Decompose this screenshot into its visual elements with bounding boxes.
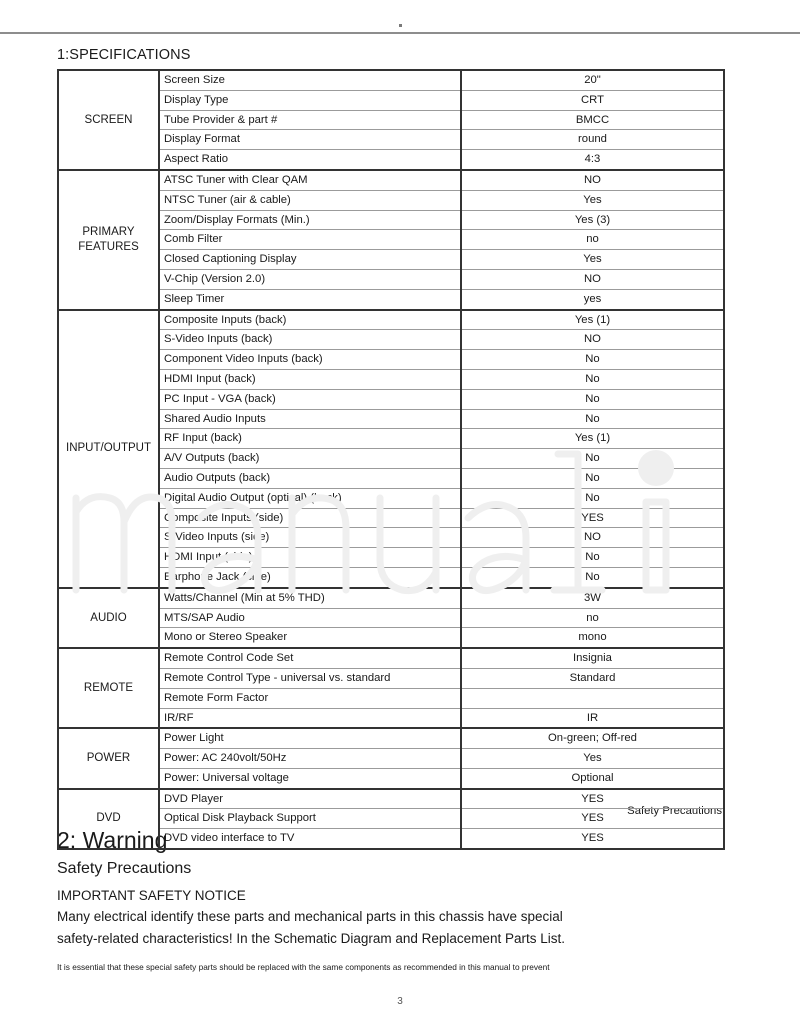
spec-item-value: No (461, 468, 724, 488)
spec-item-label: HDMI Input (side) (159, 548, 461, 568)
specifications-table (57, 69, 725, 850)
spec-item-label: Audio Outputs (back) (159, 468, 461, 488)
spec-item-value: NO (461, 330, 724, 350)
spec-item-label: A/V Outputs (back) (159, 449, 461, 469)
spec-item-value: YES (461, 809, 724, 829)
spec-item-label: Composite Inputs (side) (159, 508, 461, 528)
safety-paragraph-line-1: Many electrical identify these parts and mechanical parts in this chassis have special (57, 909, 563, 924)
spec-item-value (461, 688, 724, 708)
spec-group-label: PRIMARY FEATURES (58, 170, 159, 310)
safety-fine-print: It is essential that these special safety parts should be replaced with the same components as recommended in this manual to prevent (57, 962, 550, 972)
spec-item-value: YES (461, 789, 724, 809)
spec-item-label: Composite Inputs (back) (159, 310, 461, 330)
spec-item-value: round (461, 130, 724, 150)
spec-item-label: MTS/SAP Audio (159, 608, 461, 628)
spec-item-label: RF Input (back) (159, 429, 461, 449)
spec-item-value: Optional (461, 768, 724, 788)
page-number: 3 (397, 996, 403, 1007)
top-page-mark (399, 24, 402, 27)
spec-group-label: SCREEN (58, 70, 159, 170)
spec-item-label: Tube Provider & part # (159, 110, 461, 130)
spec-item-value: YES (461, 508, 724, 528)
spec-item-label: Aspect Ratio (159, 150, 461, 170)
spec-item-label: Power: AC 240volt/50Hz (159, 749, 461, 769)
table-row (58, 588, 724, 608)
spec-item-value: No (461, 567, 724, 587)
spec-item-value: On-green; Off-red (461, 728, 724, 748)
spec-item-value: No (461, 350, 724, 370)
spec-item-label: Remote Form Factor (159, 688, 461, 708)
spec-item-label: V-Chip (Version 2.0) (159, 269, 461, 289)
spec-item-value: no (461, 230, 724, 250)
spec-item-value: mono (461, 628, 724, 648)
spec-item-value: No (461, 389, 724, 409)
spec-item-label: ATSC Tuner with Clear QAM (159, 170, 461, 190)
spec-item-label: Power: Universal voltage (159, 768, 461, 788)
spec-item-value: Yes (461, 250, 724, 270)
spec-item-value: No (461, 409, 724, 429)
spec-item-value: Insignia (461, 648, 724, 668)
spec-group-label: REMOTE (58, 648, 159, 728)
safety-precautions-subtitle: Safety Precautions (57, 860, 192, 877)
spec-item-label: Comb Filter (159, 230, 461, 250)
spec-item-value: 20" (461, 70, 724, 90)
spec-item-label: S-Video Inputs (back) (159, 330, 461, 350)
spec-item-label: Screen Size (159, 70, 461, 90)
spec-item-value: Yes (3) (461, 210, 724, 230)
spec-item-label: Digital Audio Output (optical) (back) (159, 488, 461, 508)
spec-group-label: POWER (58, 728, 159, 788)
spec-item-value: No (461, 369, 724, 389)
safety-paragraph-line-2: safety-related characteristics! In the Schematic Diagram and Replacement Parts List. (57, 931, 565, 946)
spec-item-label: Display Type (159, 90, 461, 110)
spec-item-label: PC Input - VGA (back) (159, 389, 461, 409)
spec-item-label: S-Video Inputs (side) (159, 528, 461, 548)
spec-item-value: No (461, 548, 724, 568)
table-row (58, 170, 724, 190)
spec-item-value: No (461, 449, 724, 469)
spec-item-value: Yes (461, 190, 724, 210)
spec-item-value: NO (461, 528, 724, 548)
spec-item-label: DVD Player (159, 789, 461, 809)
spec-item-value: Standard (461, 668, 724, 688)
spec-item-label: Watts/Channel (Min at 5% THD) (159, 588, 461, 608)
spec-item-value: IR (461, 708, 724, 728)
warning-section-title: 2: Warning (57, 827, 168, 853)
table-row (58, 728, 724, 748)
spec-item-value: 4:3 (461, 150, 724, 170)
spec-item-label: IR/RF (159, 708, 461, 728)
spec-item-value: NO (461, 269, 724, 289)
spec-item-label: Shared Audio Inputs (159, 409, 461, 429)
spec-item-label: Display Format (159, 130, 461, 150)
spec-item-value: CRT (461, 90, 724, 110)
spec-item-label: Component Video Inputs (back) (159, 350, 461, 370)
spec-item-value: NO (461, 170, 724, 190)
spec-item-label: Optical Disk Playback Support (159, 809, 461, 829)
spec-item-value: Yes (1) (461, 310, 724, 330)
important-safety-notice-heading: IMPORTANT SAFETY NOTICE (57, 888, 246, 903)
spec-item-value: 3W (461, 588, 724, 608)
table-row (58, 310, 724, 330)
running-header-safety-precautions: Safety Precautions (627, 805, 722, 817)
spec-group-label: AUDIO (58, 588, 159, 648)
spec-group-label: DVD (58, 789, 159, 849)
spec-item-label: NTSC Tuner (air & cable) (159, 190, 461, 210)
spec-item-value: No (461, 488, 724, 508)
header-rule (0, 32, 800, 34)
table-row (58, 648, 724, 668)
spec-item-value: Yes (461, 749, 724, 769)
spec-item-label: Mono or Stereo Speaker (159, 628, 461, 648)
spec-item-value: no (461, 608, 724, 628)
spec-item-label: Sleep Timer (159, 289, 461, 309)
spec-item-label: Zoom/Display Formats (Min.) (159, 210, 461, 230)
spec-item-value: Yes (1) (461, 429, 724, 449)
table-row (58, 789, 724, 809)
spec-item-label: HDMI Input (back) (159, 369, 461, 389)
spec-group-label: INPUT/OUTPUT (58, 310, 159, 588)
spec-item-value: BMCC (461, 110, 724, 130)
spec-item-value: yes (461, 289, 724, 309)
page-title: 1:SPECIFICATIONS (57, 47, 191, 63)
spec-item-label: Remote Control Code Set (159, 648, 461, 668)
spec-item-label: DVD video interface to TV (159, 829, 461, 849)
table-row (58, 70, 724, 90)
spec-item-value: YES (461, 829, 724, 849)
spec-item-label: Closed Captioning Display (159, 250, 461, 270)
spec-item-label: Earphone Jack (side) (159, 567, 461, 587)
spec-item-label: Remote Control Type - universal vs. standard (159, 668, 461, 688)
spec-item-label: Power Light (159, 728, 461, 748)
